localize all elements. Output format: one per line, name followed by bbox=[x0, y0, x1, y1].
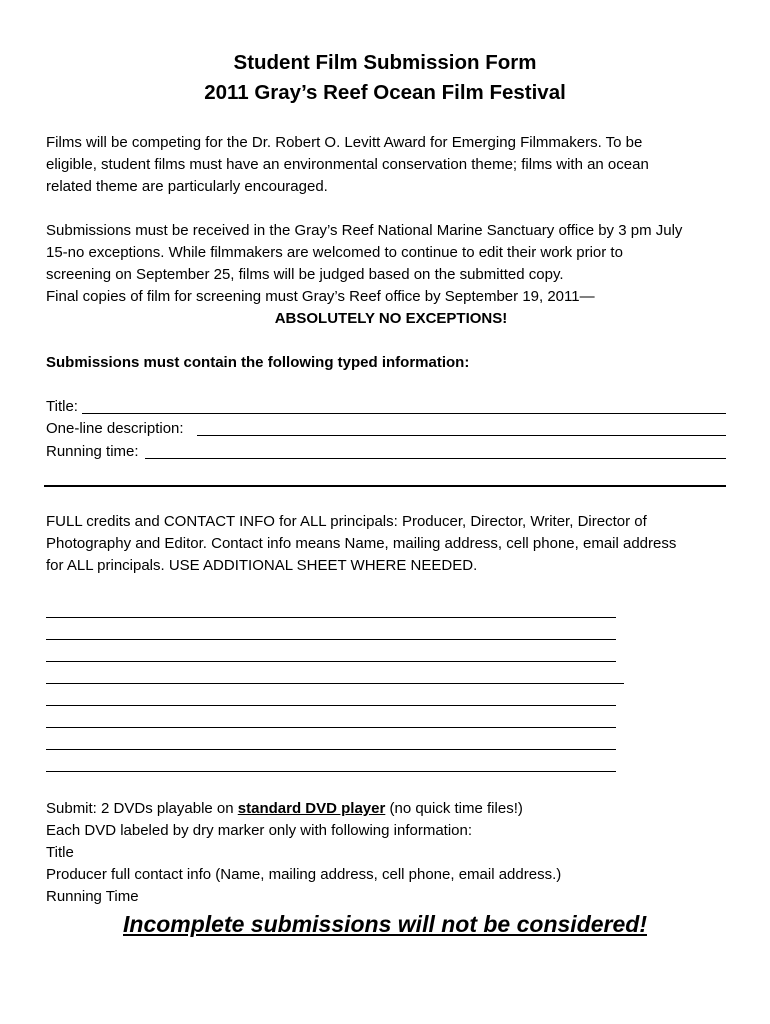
page-title bbox=[0, 48, 770, 108]
credits-entry-line[interactable] bbox=[46, 683, 624, 684]
submit-instructions bbox=[46, 798, 736, 908]
intro-line-2: eligible, student films must have an environmental conservation theme; films with an ocean bbox=[46, 156, 649, 173]
submit-item-running-time: Running Time bbox=[46, 888, 139, 905]
intro-line-3: related theme are particularly encouraged. bbox=[46, 178, 328, 195]
title-line-1: Student Film Submission Form bbox=[233, 51, 537, 74]
submit-line-1 bbox=[46, 798, 736, 820]
credits-entry-line[interactable] bbox=[46, 727, 616, 728]
deadline-line-4: Final copies of film for screening must Gray’s Reef office by September 19, 2011— bbox=[46, 288, 595, 305]
deadline-line-3: screening on September 25, films will be judged based on the submitted copy. bbox=[46, 266, 564, 283]
intro-paragraph bbox=[46, 132, 736, 198]
credits-line-3: for ALL principals. USE ADDITIONAL SHEET WHERE NEEDED. bbox=[46, 557, 478, 574]
credits-paragraph bbox=[46, 511, 736, 577]
submit-prefix: Submit: 2 DVDs playable on bbox=[46, 800, 238, 817]
submit-item-title: Title bbox=[46, 844, 74, 861]
credits-entry-line[interactable] bbox=[46, 705, 616, 706]
submit-suffix: (no quick time files!) bbox=[385, 800, 523, 817]
description-field[interactable] bbox=[46, 418, 726, 440]
deadline-line-1: Submissions must be received in the Gray’s Reef National Marine Sanctuary office by 3 pm July bbox=[46, 222, 683, 239]
description-label: One-line description: bbox=[46, 420, 184, 437]
credits-line-2: Photography and Editor. Contact info means Name, mailing address, cell phone, email address bbox=[46, 535, 677, 552]
credits-entry-line[interactable] bbox=[46, 617, 616, 618]
submit-item-contact: Producer full contact info (Name, mailing address, cell phone, email address.) bbox=[46, 866, 562, 883]
credits-entry-line[interactable] bbox=[46, 661, 616, 662]
running-time-input-line[interactable] bbox=[145, 458, 726, 459]
title-field[interactable] bbox=[46, 396, 726, 418]
incomplete-warning: Incomplete submissions will not be considered! bbox=[123, 911, 647, 937]
description-input-line[interactable] bbox=[197, 435, 726, 436]
title-line-2: 2011 Gray’s Reef Ocean Film Festival bbox=[204, 81, 566, 104]
intro-line-1: Films will be competing for the Dr. Robert O. Levitt Award for Emerging Filmmakers. To be bbox=[46, 134, 643, 151]
running-time-label: Running time: bbox=[46, 443, 139, 460]
submit-line-2: Each DVD labeled by dry marker only with following information: bbox=[46, 822, 473, 839]
title-input-line[interactable] bbox=[82, 413, 726, 414]
credits-entry-line[interactable] bbox=[46, 771, 616, 772]
deadline-line-2: 15-no exceptions. While filmmakers are welcomed to continue to edit their work prior to bbox=[46, 244, 623, 261]
deadline-paragraph bbox=[46, 220, 736, 330]
credits-entry-line[interactable] bbox=[46, 639, 616, 640]
section-divider bbox=[44, 485, 726, 487]
credits-entry-line[interactable] bbox=[46, 749, 616, 750]
credits-line-1: FULL credits and CONTACT INFO for ALL principals: Producer, Director, Writer, Director of bbox=[46, 513, 647, 530]
title-label: Title: bbox=[46, 398, 78, 415]
requirements-heading: Submissions must contain the following typed information: bbox=[46, 354, 470, 371]
no-exceptions-notice: ABSOLUTELY NO EXCEPTIONS! bbox=[274, 310, 508, 327]
standard-dvd-player-text: standard DVD player bbox=[237, 800, 386, 817]
running-time-field[interactable] bbox=[46, 441, 726, 463]
